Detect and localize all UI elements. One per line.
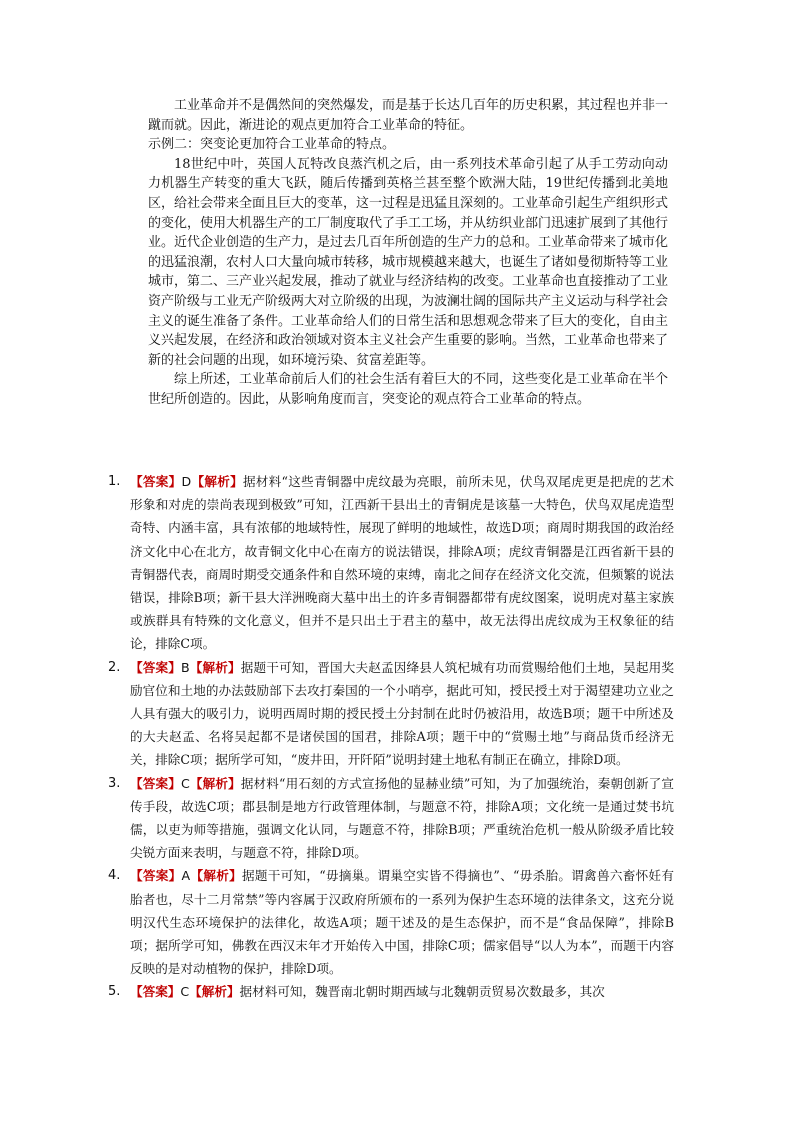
analysis-text: 据材料“用石刻的方式宣扬他的显赫业绩”可知，为了加强统治，秦朝创新了宣传手段，故选C项；郡县制是地方行政管理体制，与题意不符，排除A项；文化统一是通过焚书坑儒，以吏为师等措施，强调文化认同，与题意不符，排除B项；严重统治危机一般从阶级矛盾比较尖锐方面来表明，与题意不符，排除D项。: [130, 775, 675, 861]
answer-list: [108, 470, 675, 1004]
answer-label: 【答案】: [130, 775, 181, 791]
essay-conclusion: 综上所述，工业革命前后人们的社会生活有着巨大的不同，这些变化是工业革命在半个世纪所创造的。因此，从影响角度而言，突变论的观点符合工业革命的特点。: [148, 372, 669, 407]
answer-letter: D: [181, 474, 192, 489]
answer-label: 【答案】: [130, 868, 182, 884]
answer-item: [108, 772, 675, 865]
answer-letter: C: [180, 775, 190, 791]
essay-paragraph: 工业革命并不是偶然间的突然爆发，而是基于长达几百年的历史积累，其过程也并非一蹴而就。因此，渐进论的观点更加符合工业革命的特征。: [148, 98, 669, 133]
answer-label: 【答案】: [130, 474, 182, 489]
answer-item: [108, 656, 675, 772]
question-number: 5.: [108, 984, 121, 1000]
answer-letter: A: [181, 868, 191, 884]
analysis-label: 【解析】: [190, 868, 242, 884]
analysis-label: 【解析】: [189, 659, 241, 675]
analysis-label: 【解析】: [189, 775, 241, 791]
question-number: 3.: [108, 775, 121, 791]
analysis-text: 据题干可知，晋国大夫赵孟因绛县人筑杞城有功而赏赐给他们土地，吴起用奖励官位和土地的办法鼓励部下去攻打秦国的一个小哨亭，据此可知，授民授土对于渴望建功立业之人具有强大的吸引力，说明西周时期的授民授土分封制在此时仍被沿用，故选B项；题干中所述及的大夫赵孟、名将吴起都不是诸侯国的国君，排除A项；题干中的“赏赐土地”与商品货币经济无关，排除C项；据所学可知，“废井田，开阡陌”说明封建土地私有制正在确立，排除D项。: [130, 659, 675, 768]
analysis-label: 【解析】: [191, 474, 243, 489]
answer-letter: B: [181, 659, 190, 675]
analysis-text: 据材料可知，魏晋南北朝时期西域与北魏朝贡贸易次数最多，其次: [239, 984, 605, 1000]
answer-item: [108, 470, 675, 656]
answer-letter: C: [180, 984, 190, 1000]
answer-label: 【答案】: [130, 659, 181, 675]
essay-example-heading: 示例二：突变论更加符合工业革命的特点。: [148, 137, 396, 153]
answer-item: [108, 980, 674, 1003]
answer-label: 【答案】: [130, 984, 181, 1000]
answer-item: [108, 864, 675, 980]
analysis-text: 据题干可知，“毋摘巢。谓巢空实皆不得摘也”、“毋杀胎。谓禽兽六畜怀妊有胎者也，尽十二月常禁”等内容属于汉政府所颁布的一系列为保护生态环境的法律条文，这充分说明汉代生态环境保护的法律化，故选A项；题干述及的是生态保护，而不是“食品保障”，排除B项；据所学可知，佛教在西汉末年才开始传入中国，排除C项；儒家倡导“以人为本”，而题干内容反映的是对动植物的保护，排除D项。: [130, 868, 675, 977]
analysis-text: 据材料“这些青铜器中虎纹最为亮眼，前所未见，伏鸟双尾虎更是把虎的艺术形象和对虎的崇尚表现到极致”可知，江西新干县出土的青铜虎是该墓一大特色，伏鸟双尾虎造型奇特、内涵丰富，具有浓郁的地域特性，展现了鲜明的地域性，故选D项；商周时期我国的政治经济文化中心在北方，故青铜文化中心在南方的说法错误，排除A项；虎纹青铜器是江西省新干县的青铜器代表，商周时期受交通条件和自然环境的束缚，南北之间存在经济文化交流，但频繁的说法错误，排除B项；新干县大洋洲晚商大墓中出土的许多青铜器都带有虎纹图案，说明虎对墓主家族或族群具有特殊的文化意义，但并不是只出土于君主的墓中，故无法得出虎纹成为王权象征的结论，排除C项。: [130, 474, 675, 652]
essay-paragraph: 18世纪中叶，英国人瓦特改良蒸汽机之后，由一系列技术革命引起了从手工劳动向动力机器生产转变的重大飞跃，随后传播到英格兰甚至整个欧洲大陆，19世纪传播到北美地区，给社会带来全面且巨大的变革，这一过程是迅猛且深刻的。工业革命引起生产组织形式的变化，使用大机器生产的工厂制度取代了手工工场，并从纺织业部门迅速扩展到了其他行业。近代企业创造的生产力，是过去几百年所创造的生产力的总和。工业革命带来了城市化的迅猛浪潮，农村人口大量向城市转移，城市规模越来越大，也诞生了诸如曼彻斯特等工业城市，第二、三产业兴起发展，推动了就业与经济结构的改变。工业革命也直接推动了工业资产阶级与工业无产阶级两大对立阶级的出现，为波澜壮阔的国际共产主义运动与科学社会主义的诞生准备了条件。工业革命给人们的日常生活和思想观念带来了巨大的变化，自由主义兴起发展，在经济和政治领域对资本主义社会产生重要的影响。当然，工业革命也带来了新的社会问题的出现，如环境污染、贫富差距等。: [148, 156, 669, 368]
question-number: 4.: [108, 868, 121, 884]
essay-section: [148, 96, 668, 410]
question-number: 2.: [108, 659, 121, 675]
question-number: 1.: [108, 474, 121, 489]
analysis-label: 【解析】: [189, 984, 240, 1000]
